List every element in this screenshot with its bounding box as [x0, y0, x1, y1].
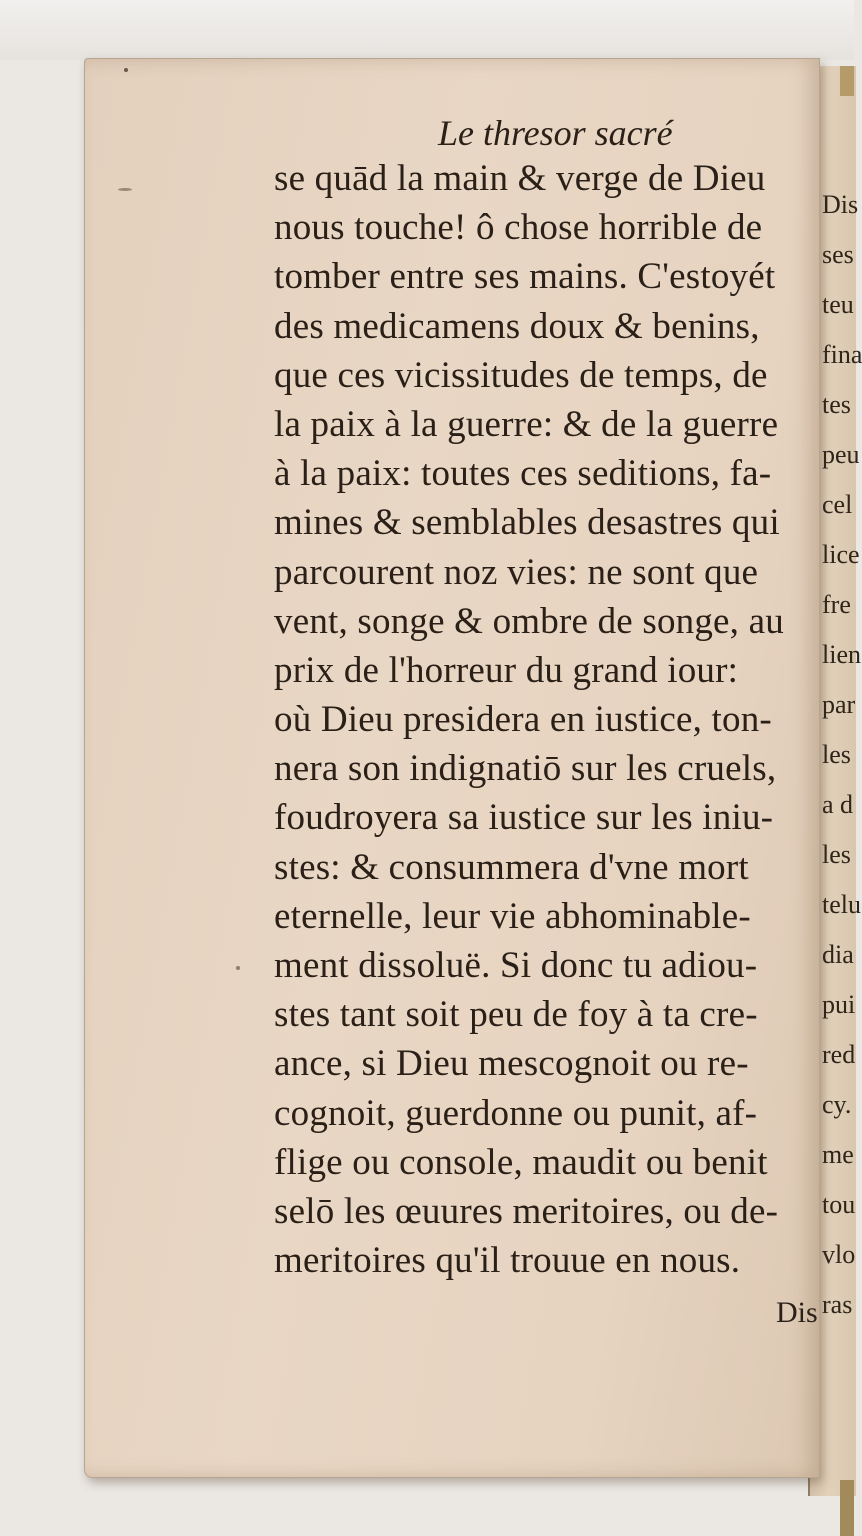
text-line: eternelle, leur vie abhominable-: [274, 895, 751, 937]
text-line: selō les œuures meritoires, ou de-: [274, 1190, 779, 1232]
facing-page-fragment: ses: [822, 240, 854, 269]
facing-page-fragment: lien: [822, 640, 861, 669]
text-line: meritoires qu'il trouue en nous.: [274, 1240, 741, 1282]
text-line: tomber entre ses mains. C'estoyét: [274, 256, 776, 298]
text-line: la paix à la guerre: & de la guerre: [274, 403, 779, 445]
facing-page-fragment: cel: [822, 490, 853, 519]
facing-page-fragment: Dis: [822, 190, 859, 219]
catchword: Dis: [776, 1296, 818, 1329]
facing-page-fragment: fina: [822, 340, 862, 369]
facing-page-fragment: cy.: [822, 1090, 852, 1119]
text-line: prix de l'horreur du grand iour:: [274, 649, 739, 691]
facing-page-fragment: tes: [822, 390, 851, 419]
facing-page-fragment: ras: [822, 1290, 853, 1319]
paper-speck: [124, 68, 128, 72]
facing-page-fragment: dia: [822, 940, 854, 969]
text-line: où Dieu presidera en iustice, ton-: [274, 699, 772, 741]
facing-page-fragment: telu: [822, 890, 861, 919]
facing-page-fragment: peu: [822, 440, 860, 469]
facing-page-fragment: red: [822, 1040, 856, 1069]
text-line: flige ou console, maudit ou benit: [274, 1141, 768, 1183]
facing-page-fragment: a d: [822, 790, 854, 819]
facing-page-fragment: les: [822, 840, 851, 869]
text-line: vent, songe & ombre de songe, au: [274, 600, 784, 642]
body-text: [274, 154, 814, 1285]
paper-speck: [118, 188, 132, 191]
text-line: nous touche! ô chose horrible de: [274, 207, 763, 249]
facing-page-fragment: lice: [822, 540, 860, 569]
text-line: mines & semblables desastres qui: [274, 502, 780, 544]
facing-page-text: [822, 180, 862, 1330]
text-line: que ces vicissitudes de temps, de: [274, 354, 768, 396]
running-head: Le thresor sacré: [438, 113, 673, 153]
text-line: stes tant soit peu de foy à ta cre-: [274, 994, 758, 1036]
text-line: stes: & consummera d'vne mort: [274, 846, 749, 888]
text-line: se quād la main & verge de Dieu: [274, 158, 766, 199]
paper-speck: [236, 966, 240, 970]
facing-page-fragment: pui: [822, 990, 856, 1019]
binding-strip-bottom: [840, 1480, 854, 1536]
facing-page-fragment: vlo: [822, 1240, 856, 1269]
text-line: ance, si Dieu mescognoit ou re-: [274, 1043, 749, 1085]
text-line: ment dissoluë. Si donc tu adiou-: [274, 945, 758, 986]
text-line: à la paix: toutes ces seditions, fa-: [274, 453, 772, 495]
facing-page-fragment: les: [822, 740, 851, 769]
text-line: parcourent noz vies: ne sont que: [274, 551, 759, 593]
text-line: des medicamens doux & benins,: [274, 305, 760, 347]
text-line: nera son indignatiō sur les cruels,: [274, 748, 777, 790]
background: [0, 0, 854, 60]
facing-page-fragment: me: [822, 1140, 854, 1169]
binding-strip-top: [840, 66, 854, 96]
text-line: foudroyera sa iustice sur les iniu-: [274, 797, 774, 839]
facing-page-fragment: teu: [822, 290, 854, 319]
text-line: cognoit, guerdonne ou punit, af-: [274, 1092, 758, 1134]
facing-page-fragment: par: [822, 690, 856, 719]
facing-page-fragment: fre: [822, 590, 851, 619]
facing-page-fragment: tou: [822, 1190, 856, 1219]
